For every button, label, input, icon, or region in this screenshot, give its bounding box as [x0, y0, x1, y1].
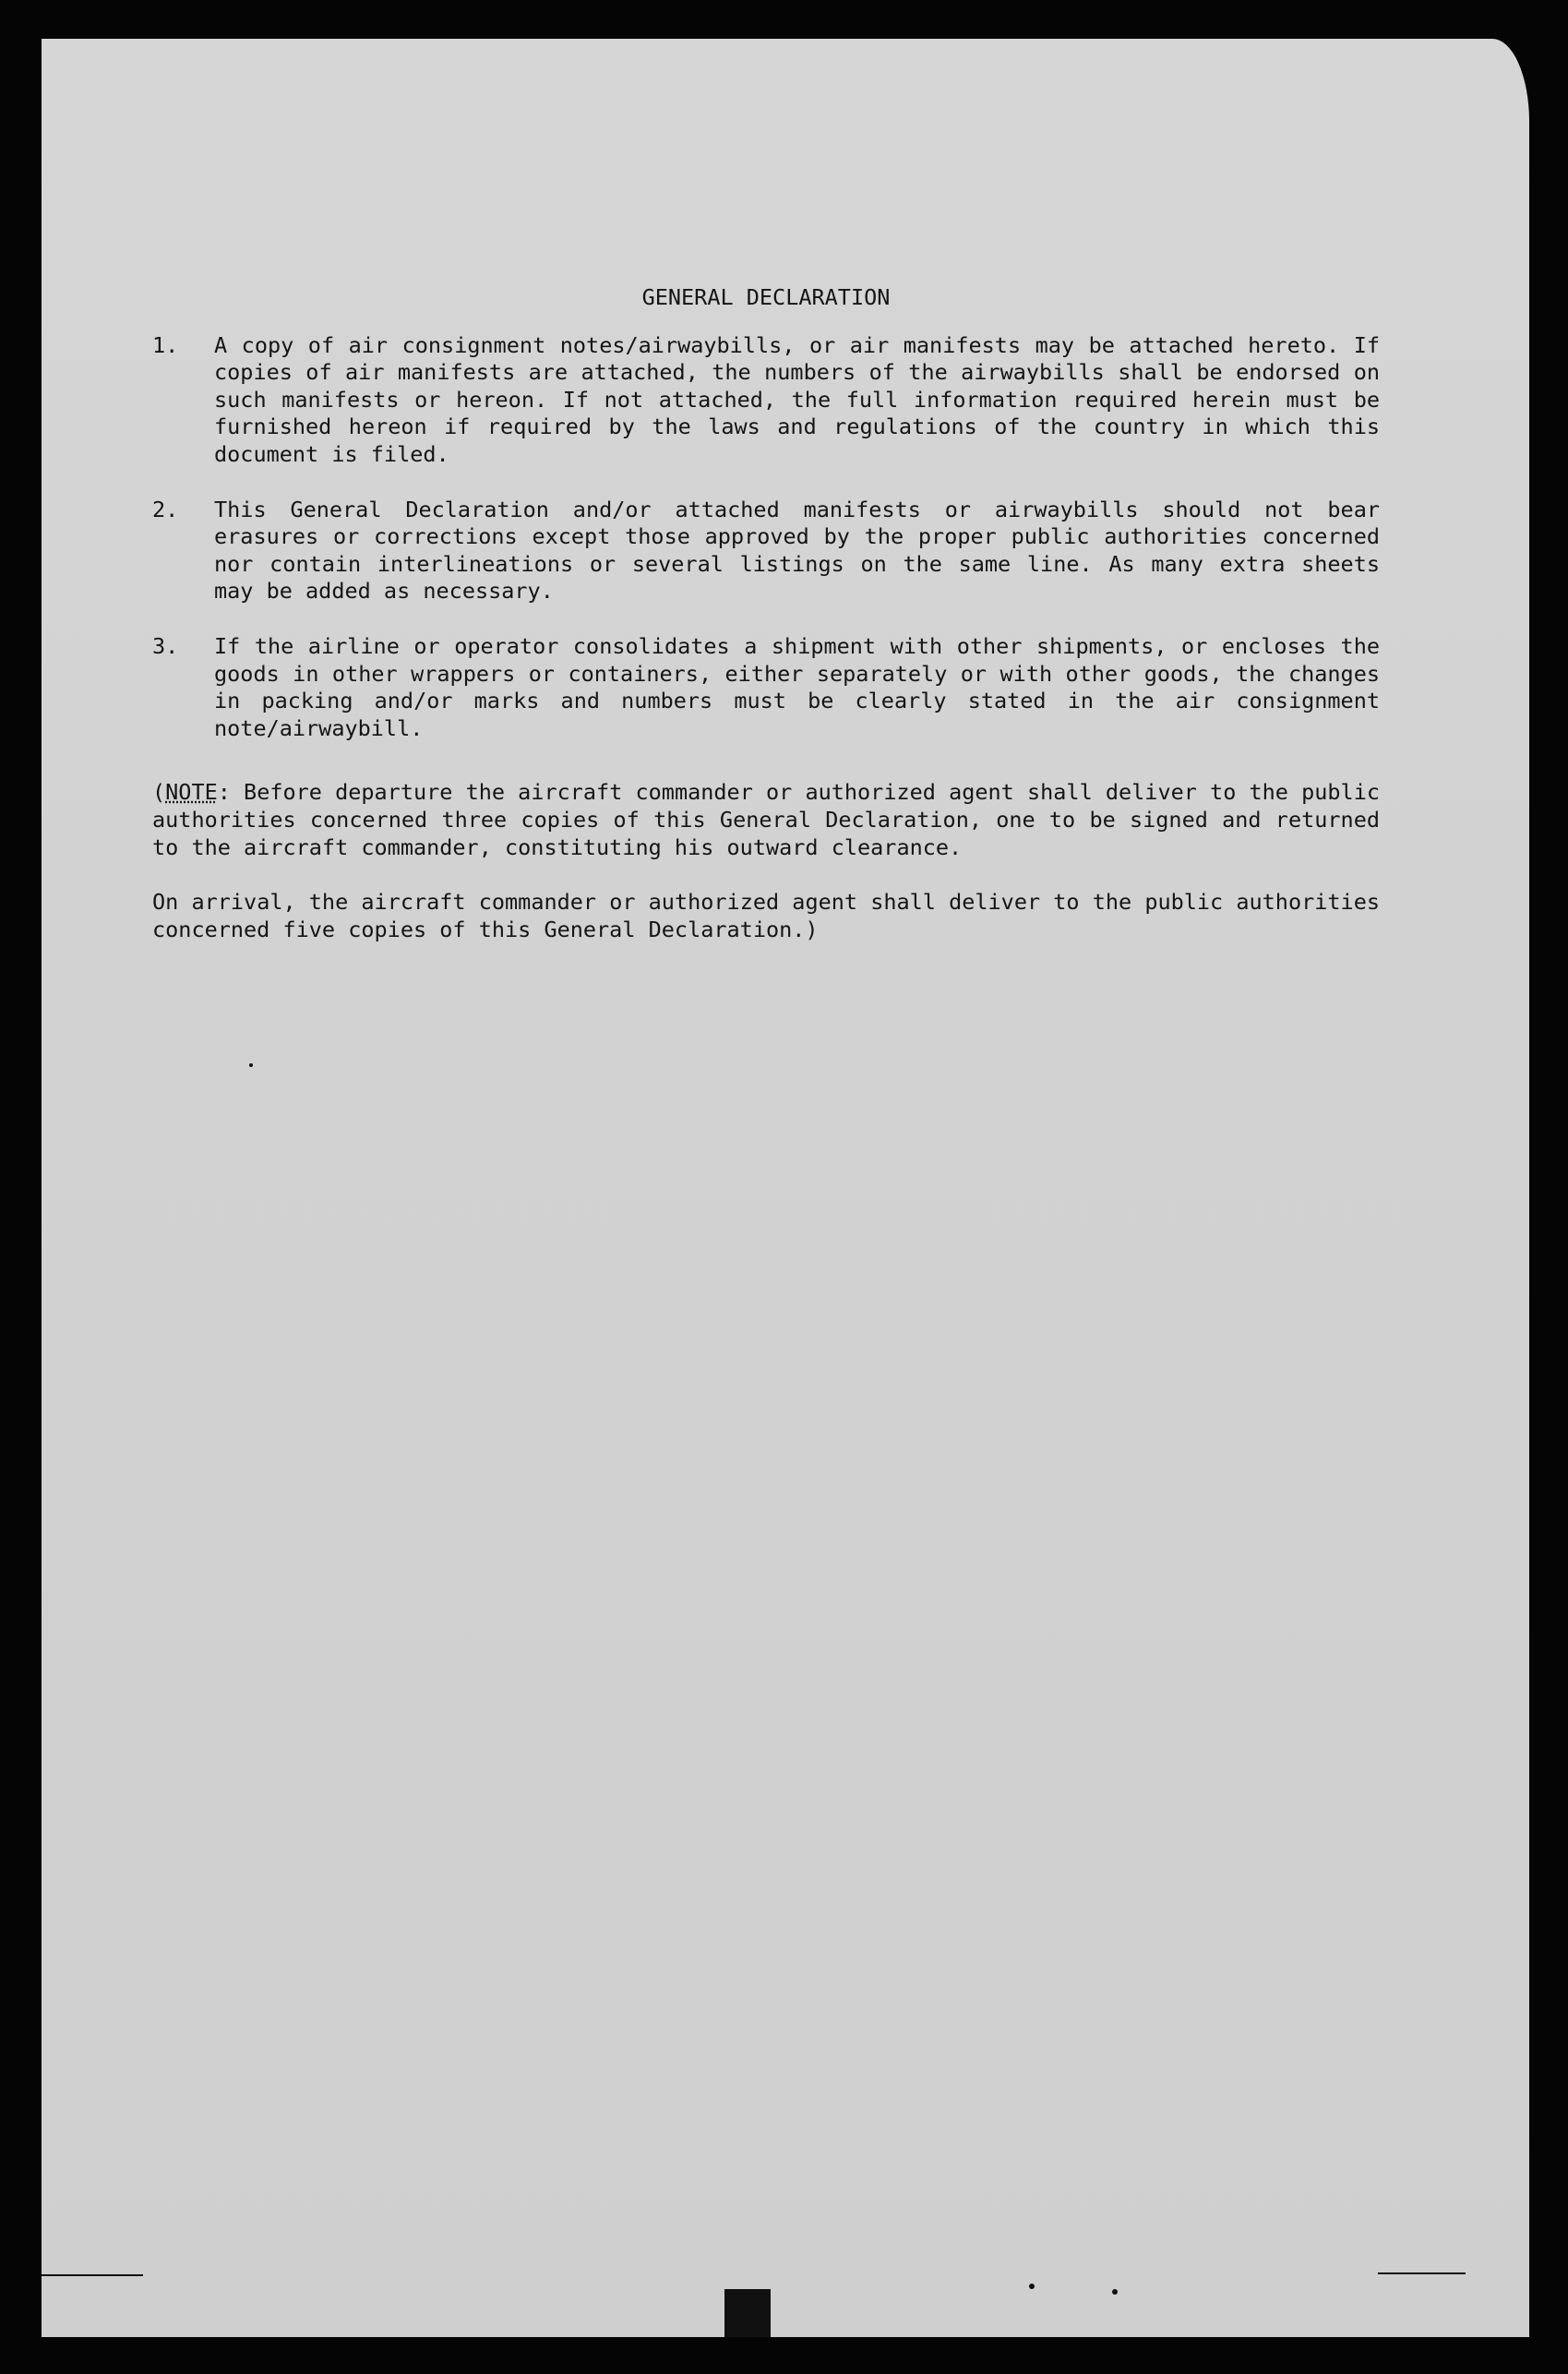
note-text: : Before departure the aircraft commander or authorized agent shall deliver to the public authorities concerned three copies of this General Declaration, one to be signed and returned to the aircraft commander, constituting his outward clearance.	[152, 779, 1380, 860]
instruction-item-3	[152, 633, 1380, 742]
arrival-note: On arrival, the aircraft commander or authorized agent shall deliver to the public authorities concerned five copies of this General Declaration.)	[152, 889, 1380, 942]
document-title: GENERAL DECLARATION	[641, 284, 891, 310]
dust-speck	[249, 1063, 253, 1067]
item-number: 3.	[152, 632, 179, 659]
declaration-text	[152, 284, 1380, 943]
edge-dash-left	[42, 2274, 143, 2276]
dust-speck	[1029, 2284, 1035, 2289]
note-open-paren: (	[152, 779, 166, 806]
item-text: This General Declaration and/or attached manifests or airwaybills should not bear erasures or corrections except those approved by the proper public authorities concerned nor contain interlineations or several listings on the same line. As many extra sheets may be added as necessary.	[214, 496, 1380, 605]
departure-note	[152, 779, 1380, 861]
note-label: NOTE	[165, 779, 218, 806]
item-text: A copy of air consignment notes/airwaybills, or air manifests may be attached hereto. If copies of air manifests are attached, the numbers of the airwaybills shall be endorsed on such manifests or hereon. If not attached, the full information required herein must be furnished hereon if required by the laws and regulations of the country in which this document is filed.	[214, 331, 1380, 467]
instruction-item-1	[152, 332, 1380, 469]
edge-dash-right	[1378, 2272, 1466, 2274]
item-number: 1.	[152, 331, 179, 358]
dust-speck	[1112, 2289, 1118, 2295]
item-text: If the airline or operator consolidates a shipment with other shipments, or encloses the goods in other wrappers or containers, either separately or with other goods, the changes in packing and/or marks and numbers must be clearly stated in the air consignment note/airwaybill.	[214, 632, 1380, 741]
item-number: 2.	[152, 496, 179, 522]
instruction-item-2	[152, 497, 1380, 605]
bottom-edge-mark	[724, 2289, 771, 2337]
